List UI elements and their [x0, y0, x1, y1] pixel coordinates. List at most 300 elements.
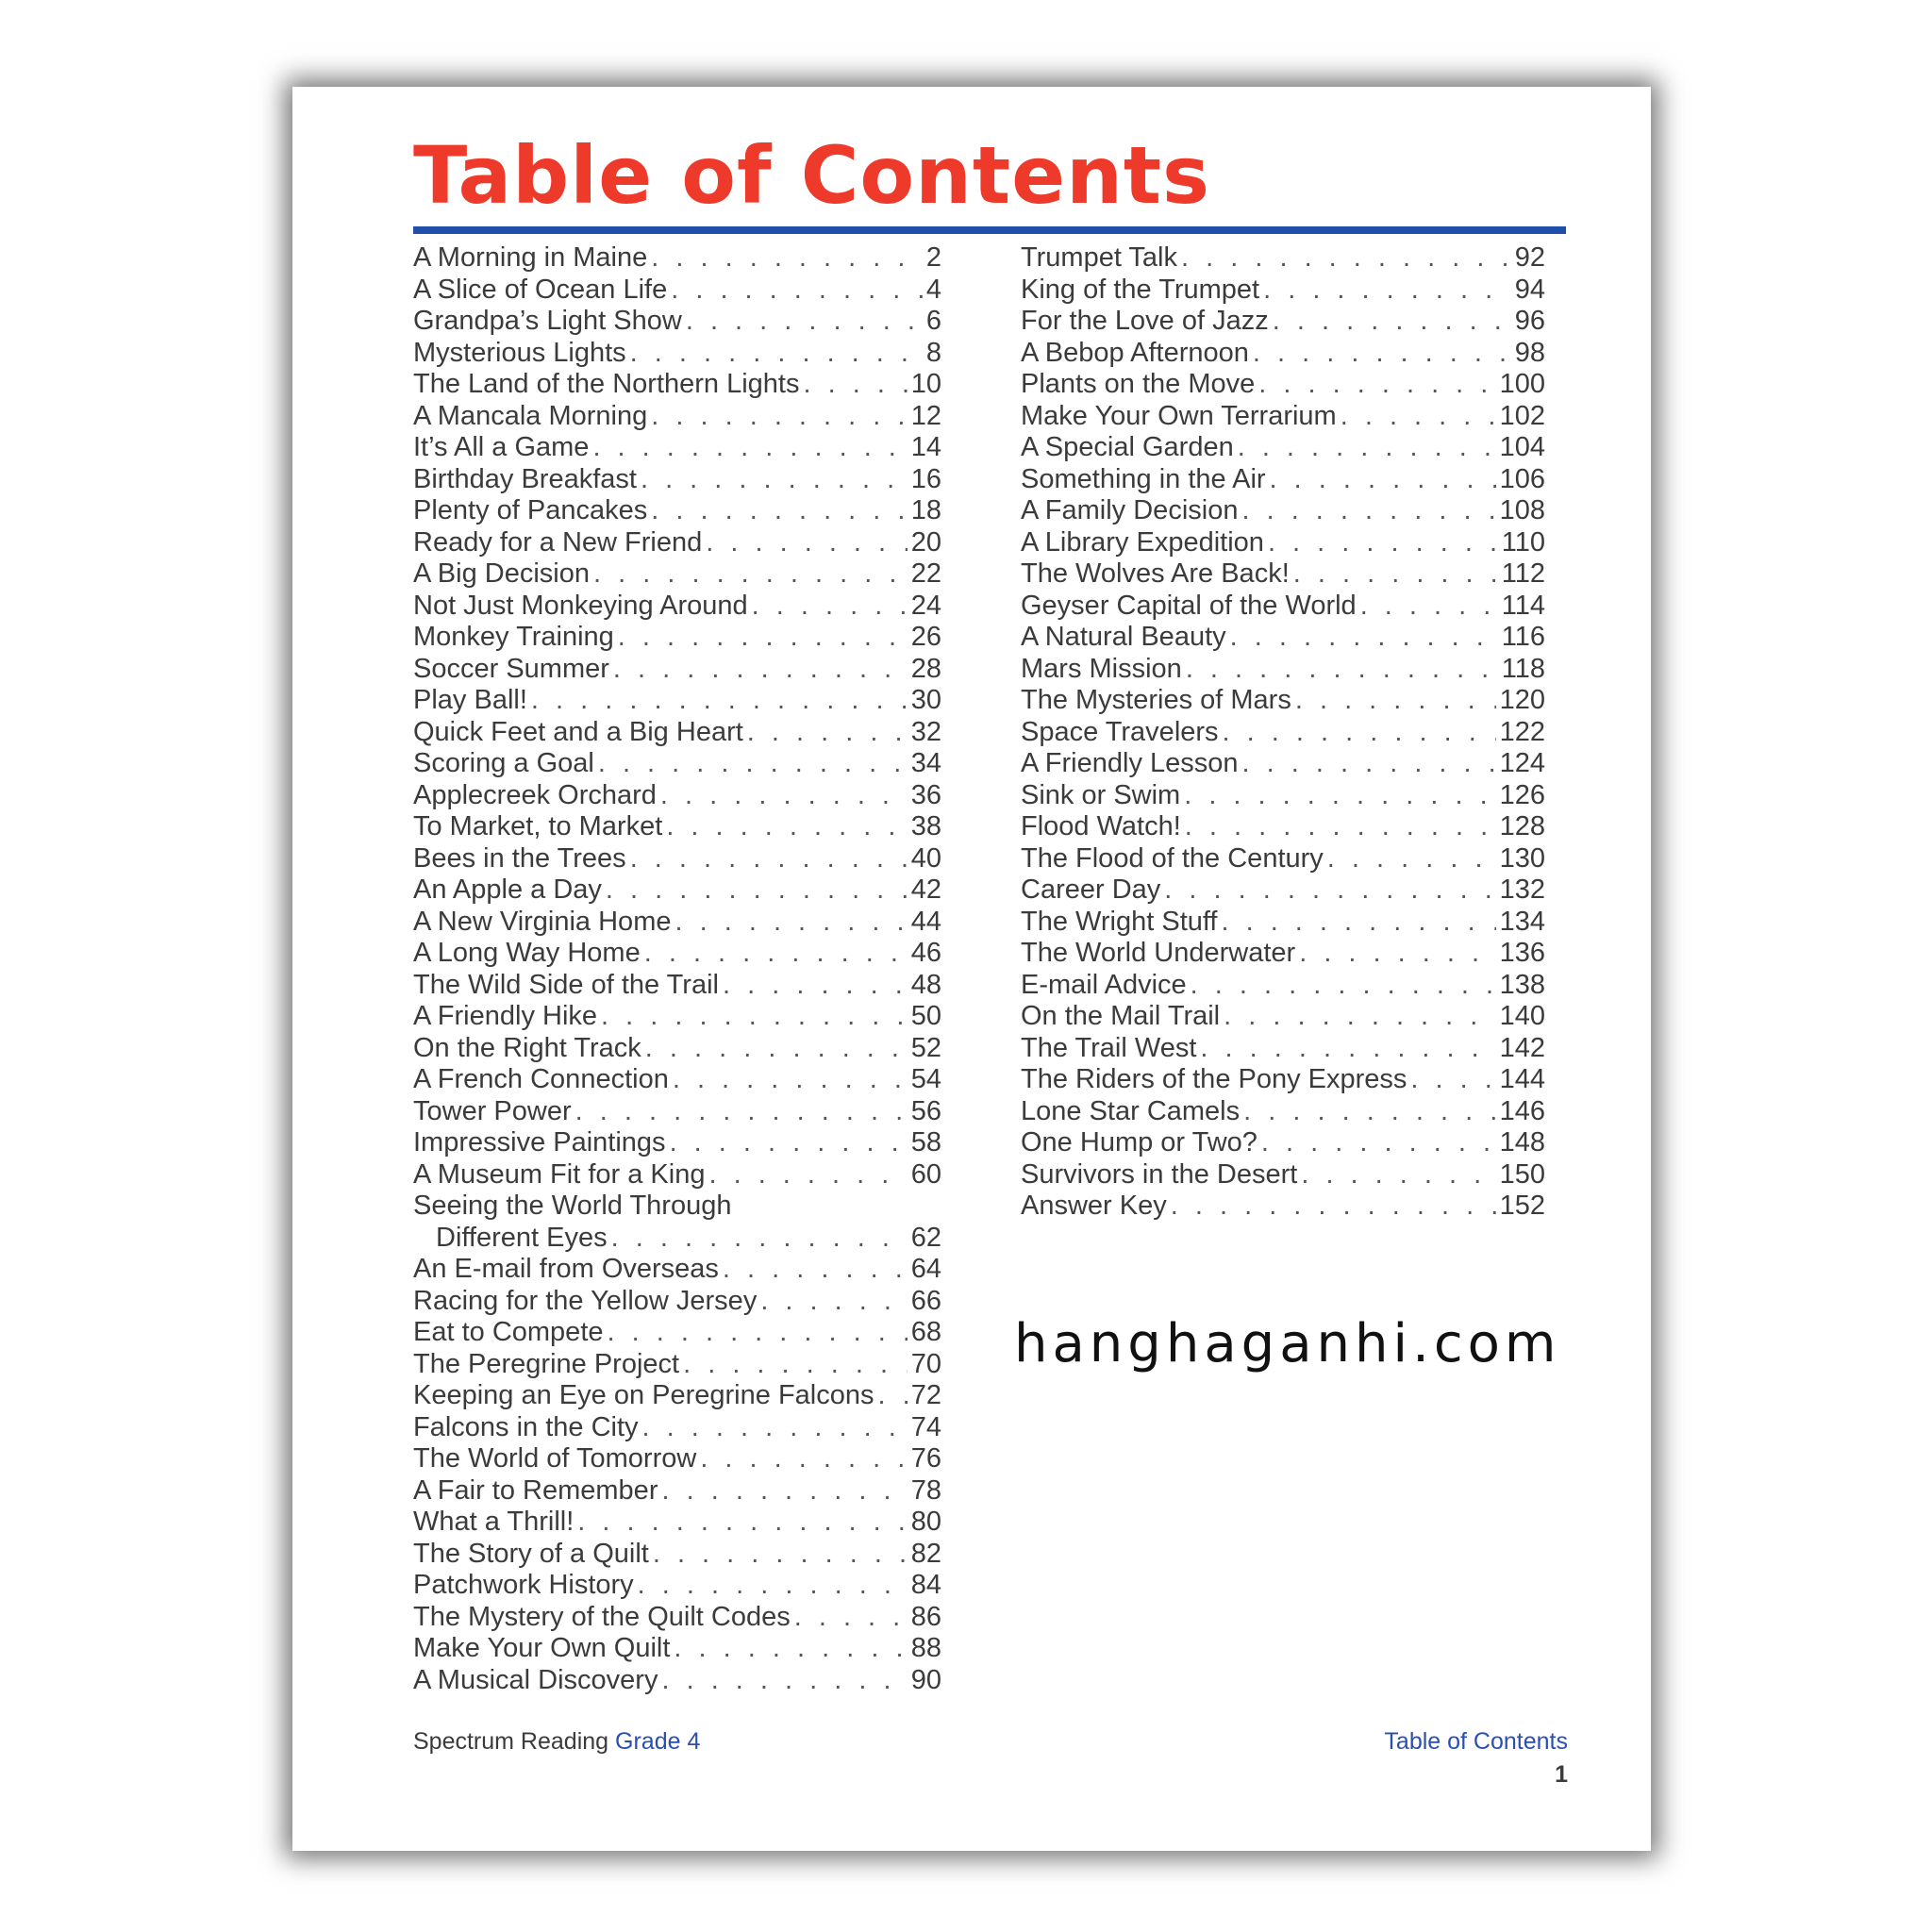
toc-entry-page: 128	[1499, 811, 1545, 841]
toc-entry[interactable]	[1021, 464, 1545, 496]
toc-entry-title: A Special Garden	[1021, 432, 1234, 462]
toc-entry-page: 136	[1499, 938, 1545, 968]
toc-entry-title: Something in the Air	[1021, 463, 1266, 494]
toc-entry-title: King of the Trumpet	[1021, 274, 1260, 305]
toc-entry-page: 150	[1499, 1158, 1545, 1190]
dot-leader	[674, 1633, 907, 1664]
dot-leader	[593, 558, 908, 590]
toc-entry-page: 112	[1501, 558, 1545, 589]
dot-leader	[642, 1412, 908, 1443]
toc-entry[interactable]	[413, 242, 941, 275]
toc-entry-page: 120	[1499, 685, 1545, 715]
toc-entry-title: A Family Decision	[1021, 495, 1239, 525]
dot-leader	[1164, 874, 1495, 906]
toc-entry[interactable]	[413, 306, 941, 338]
toc-entry[interactable]	[413, 1349, 941, 1381]
toc-entry-title: Make Your Own Quilt	[413, 1633, 671, 1663]
toc-entry-title: Mars Mission	[1021, 653, 1182, 684]
toc-entry-title: A Friendly Lesson	[1021, 748, 1239, 778]
toc-column-right	[1021, 242, 1545, 1223]
toc-entry-page: 122	[1499, 716, 1545, 747]
toc-entry-page: 22	[910, 558, 941, 589]
toc-entry[interactable]	[413, 1412, 941, 1444]
toc-entry-title: It’s All a Game	[413, 432, 590, 462]
toc-entry-title: Ready for a New Friend	[413, 526, 703, 558]
toc-entry[interactable]	[1021, 495, 1545, 527]
toc-entry[interactable]	[413, 780, 941, 812]
toc-entry[interactable]	[413, 591, 941, 623]
toc-entry-title: The Riders of the Pony Express	[1021, 1064, 1407, 1094]
toc-entry-title: Play Ball!	[413, 685, 527, 715]
dot-leader	[651, 401, 907, 432]
dot-leader	[1253, 338, 1511, 369]
toc-entry[interactable]	[1021, 306, 1545, 338]
toc-entry[interactable]	[1021, 874, 1545, 907]
toc-entry[interactable]	[1021, 1096, 1545, 1128]
toc-entry[interactable]	[413, 654, 941, 686]
dot-leader	[708, 1159, 907, 1191]
dot-leader	[675, 907, 907, 938]
toc-entry-page: 24	[910, 590, 941, 621]
toc-entry[interactable]	[413, 1475, 941, 1507]
toc-entry-title: A Slice of Ocean Life	[413, 274, 668, 305]
toc-entry[interactable]	[413, 748, 941, 780]
toc-entry[interactable]	[413, 1223, 941, 1255]
dot-leader	[747, 717, 908, 748]
toc-entry-page: 100	[1499, 369, 1545, 399]
dot-leader	[601, 1001, 908, 1032]
toc-entry-page: 20	[910, 526, 941, 558]
toc-entry[interactable]	[413, 1159, 941, 1191]
toc-entry-title: Soccer Summer	[413, 653, 609, 684]
dot-leader	[660, 780, 908, 811]
toc-entry-title: Monkey Training	[413, 622, 614, 652]
toc-entry[interactable]	[413, 1033, 941, 1065]
toc-entry-title: Seeing the World Through	[413, 1191, 732, 1221]
toc-entry[interactable]	[1021, 717, 1545, 749]
dot-leader	[683, 1349, 908, 1380]
toc-entry[interactable]	[1021, 811, 1545, 843]
toc-entry-page: 98	[1514, 337, 1545, 368]
toc-entry-page: 138	[1499, 969, 1545, 1000]
toc-entry[interactable]	[1021, 748, 1545, 780]
toc-entry[interactable]	[413, 1602, 941, 1634]
toc-entry[interactable]	[413, 938, 941, 970]
toc-entry[interactable]	[1021, 275, 1545, 307]
dot-leader	[723, 970, 908, 1001]
dot-leader	[1258, 369, 1495, 400]
toc-entry-title: A Big Decision	[413, 558, 590, 589]
dot-leader	[1230, 622, 1498, 653]
dot-leader	[686, 306, 923, 337]
toc-entry-title: A French Connection	[413, 1064, 669, 1094]
toc-entry[interactable]	[413, 1633, 941, 1665]
toc-entry-page: 142	[1499, 1032, 1545, 1063]
toc-entry[interactable]	[413, 1507, 941, 1539]
toc-entry-page: 16	[910, 463, 941, 494]
toc-entry-page: 44	[910, 906, 941, 937]
toc-entry[interactable]	[1021, 558, 1545, 591]
toc-entry-page: 134	[1499, 906, 1545, 937]
dot-leader	[1341, 401, 1496, 432]
dot-leader	[1293, 558, 1498, 590]
toc-entry-title: The Peregrine Project	[413, 1348, 680, 1379]
toc-entry-title: Not Just Monkeying Around	[413, 590, 748, 621]
toc-entry[interactable]	[413, 1001, 941, 1033]
dot-leader	[1191, 970, 1496, 1001]
dot-leader	[1223, 717, 1496, 748]
toc-entry[interactable]	[1021, 654, 1545, 686]
toc-entry-title: Make Your Own Terrarium	[1021, 400, 1337, 431]
dot-leader	[575, 1096, 908, 1127]
toc-entry[interactable]	[413, 558, 941, 591]
dot-leader	[673, 1064, 908, 1095]
toc-entry[interactable]	[413, 1380, 941, 1412]
toc-entry-title: The Wild Side of the Trail	[413, 969, 719, 1000]
toc-entry-page: 114	[1501, 590, 1545, 621]
toc-entry[interactable]	[1021, 938, 1545, 970]
toc-entry-title: A Museum Fit for a King	[413, 1158, 706, 1190]
toc-entry-title: A Long Way Home	[413, 938, 641, 968]
dot-leader	[644, 938, 908, 969]
toc-entry-title: Applecreek Orchard	[413, 779, 657, 810]
dot-leader	[1242, 748, 1496, 779]
toc-entry-page: 132	[1499, 874, 1545, 905]
toc-entry-page: 82	[910, 1538, 941, 1569]
toc-entry-title: The World of Tomorrow	[413, 1443, 697, 1474]
toc-entry[interactable]	[1021, 369, 1545, 401]
dot-leader	[1184, 780, 1495, 811]
toc-entry-title: Tower Power	[413, 1095, 572, 1126]
dot-leader	[760, 1286, 907, 1317]
dot-leader	[1268, 527, 1498, 558]
toc-entry-page: 72	[910, 1380, 941, 1410]
title-underline	[413, 226, 1566, 234]
toc-entry[interactable]	[413, 907, 941, 939]
dot-leader	[651, 495, 907, 526]
toc-entry-page: 2	[925, 242, 941, 273]
toc-entry-page: 86	[910, 1601, 941, 1632]
dot-leader	[1224, 1001, 1495, 1032]
toc-entry[interactable]	[413, 275, 941, 307]
toc-entry-page: 148	[1499, 1127, 1545, 1158]
toc-entry[interactable]	[1021, 401, 1545, 433]
toc-entry-page: 4	[925, 274, 941, 305]
toc-entry-page: 102	[1499, 400, 1545, 431]
toc-entry-title: Sink or Swim	[1021, 779, 1181, 810]
toc-entry-page: 34	[910, 748, 941, 778]
toc-entry-page: 80	[910, 1507, 941, 1537]
toc-entry-page: 108	[1499, 495, 1545, 525]
toc-column-left	[413, 242, 941, 1696]
toc-entry-title: The Wolves Are Back!	[1021, 558, 1290, 589]
toc-entry-title: An E-mail from Overseas	[413, 1254, 719, 1284]
toc-entry[interactable]	[1021, 1159, 1545, 1191]
toc-entry-title: Impressive Paintings	[413, 1127, 666, 1158]
toc-entry-page: 38	[910, 811, 941, 841]
toc-entry-page: 66	[910, 1285, 941, 1316]
toc-entry-page: 64	[910, 1254, 941, 1284]
toc-entry-page: 74	[910, 1411, 941, 1442]
toc-entry-title: Lone Star Camels	[1021, 1095, 1241, 1126]
toc-entry-title: Falcons in the City	[413, 1411, 639, 1442]
toc-entry-title: Quick Feet and a Big Heart	[413, 716, 743, 747]
toc-entry-page: 140	[1499, 1001, 1545, 1031]
toc-entry-title: What a Thrill!	[413, 1507, 575, 1537]
document-page	[292, 87, 1651, 1851]
toc-entry-title: A Fair to Remember	[413, 1474, 658, 1506]
dot-leader	[1185, 811, 1496, 842]
toc-entry[interactable]	[1021, 1033, 1545, 1065]
dot-leader	[794, 1602, 908, 1633]
toc-entry-title: The Wright Stuff	[1021, 906, 1218, 937]
toc-entry[interactable]	[1021, 843, 1545, 875]
toc-entry-title: Survivors in the Desert	[1021, 1158, 1298, 1190]
dot-leader	[803, 369, 907, 400]
dot-leader	[671, 275, 923, 306]
toc-entry-title: Eat to Compete	[413, 1317, 604, 1347]
toc-entry[interactable]	[413, 369, 941, 401]
toc-entry[interactable]	[413, 1096, 941, 1128]
toc-entry[interactable]	[1021, 242, 1545, 275]
dot-leader	[1327, 843, 1496, 874]
toc-entry-page: 70	[910, 1348, 941, 1379]
toc-entry[interactable]	[413, 338, 941, 370]
toc-entry-page: 60	[910, 1158, 941, 1190]
dot-leader	[1410, 1064, 1495, 1095]
toc-entry-title: Plenty of Pancakes	[413, 495, 648, 525]
toc-entry-page: 54	[910, 1064, 941, 1094]
toc-entry[interactable]	[1021, 1001, 1545, 1033]
toc-entry-title: Scoring a Goal	[413, 748, 594, 778]
toc-entry-page: 152	[1499, 1191, 1545, 1221]
toc-entry[interactable]	[413, 1127, 941, 1159]
toc-entry-page: 40	[910, 842, 941, 874]
toc-entry-page: 28	[910, 653, 941, 684]
dot-leader	[606, 874, 908, 906]
page-title: Table of Contents	[413, 129, 1211, 222]
toc-entry-page: 14	[910, 432, 941, 462]
toc-entry[interactable]	[1021, 780, 1545, 812]
toc-entry-page: 116	[1501, 622, 1545, 652]
toc-entry[interactable]	[413, 1191, 941, 1223]
dot-leader	[653, 1539, 908, 1570]
toc-entry[interactable]	[413, 1665, 941, 1697]
toc-entry[interactable]	[413, 970, 941, 1002]
dot-leader	[613, 654, 908, 685]
toc-entry[interactable]	[413, 717, 941, 749]
toc-entry-title: Racing for the Yellow Jersey	[413, 1285, 758, 1316]
toc-entry-title: The Trail West	[1021, 1032, 1197, 1063]
dot-leader	[723, 1254, 908, 1285]
toc-entry[interactable]	[413, 1064, 941, 1096]
dot-leader	[1261, 1127, 1496, 1158]
dot-leader	[1186, 654, 1498, 685]
toc-entry-page: 62	[910, 1222, 941, 1253]
toc-entry-page: 32	[910, 716, 941, 747]
dot-leader	[1270, 464, 1496, 495]
toc-entry-page: 50	[910, 1001, 941, 1031]
dot-leader	[598, 748, 908, 779]
toc-entry-page: 124	[1499, 748, 1545, 778]
toc-entry-title: A Morning in Maine	[413, 242, 648, 273]
toc-entry-title: A Bebop Afternoon	[1021, 337, 1249, 368]
toc-entry-title: The Flood of the Century	[1021, 842, 1324, 874]
toc-entry[interactable]	[413, 527, 941, 559]
dot-leader	[1221, 907, 1495, 938]
toc-entry-title: A Musical Discovery	[413, 1664, 658, 1695]
toc-entry-title: Different Eyes	[436, 1222, 608, 1253]
dot-leader	[651, 242, 923, 274]
toc-entry[interactable]	[1021, 622, 1545, 654]
toc-entry-page: 26	[910, 622, 941, 652]
toc-entry-page: 146	[1499, 1095, 1545, 1126]
toc-entry-page: 6	[925, 306, 941, 336]
footer-section: Table of Contents	[1384, 1728, 1568, 1755]
dot-leader	[1238, 432, 1496, 463]
dot-leader	[592, 432, 907, 463]
toc-entry[interactable]	[413, 1254, 941, 1286]
toc-entry-page: 58	[910, 1127, 941, 1158]
toc-entry[interactable]	[413, 874, 941, 907]
toc-entry-page: 52	[910, 1032, 941, 1063]
toc-entry-page: 30	[910, 685, 941, 715]
toc-entry-page: 126	[1499, 779, 1545, 810]
toc-entry-title: Birthday Breakfast	[413, 463, 637, 494]
toc-entry-page: 118	[1501, 653, 1545, 684]
dot-leader	[1171, 1191, 1496, 1222]
dot-leader	[661, 1665, 907, 1696]
toc-entry[interactable]	[1021, 527, 1545, 559]
toc-entry[interactable]	[413, 811, 941, 843]
toc-entry-title: A Mancala Morning	[413, 400, 648, 431]
footer-book-title	[413, 1728, 700, 1756]
toc-entry-title: Bees in the Trees	[413, 842, 626, 874]
dot-leader	[706, 527, 907, 558]
dot-leader	[618, 622, 908, 653]
toc-entry-title: One Hump or Two?	[1021, 1127, 1257, 1158]
dot-leader	[752, 591, 908, 622]
dot-leader	[1263, 275, 1511, 306]
footer-series: Spectrum Reading	[413, 1728, 609, 1755]
dot-leader	[577, 1507, 907, 1538]
toc-entry-title: For the Love of Jazz	[1021, 306, 1269, 336]
toc-entry-title: A Library Expedition	[1021, 526, 1264, 558]
toc-entry-page: 10	[910, 369, 941, 399]
dot-leader	[638, 1570, 908, 1601]
toc-entry-page: 84	[910, 1570, 941, 1600]
toc-entry-page: 56	[910, 1095, 941, 1126]
toc-entry-title: A Natural Beauty	[1021, 622, 1226, 652]
toc-entry[interactable]	[413, 1317, 941, 1349]
toc-entry[interactable]	[1021, 1191, 1545, 1223]
toc-entry[interactable]	[1021, 1064, 1545, 1096]
toc-entry-title: On the Right Track	[413, 1032, 641, 1063]
toc-entry[interactable]	[413, 1286, 941, 1318]
toc-entry[interactable]	[413, 495, 941, 527]
toc-entry-page: 76	[910, 1443, 941, 1474]
toc-entry[interactable]	[413, 1539, 941, 1571]
toc-entry-title: The Story of a Quilt	[413, 1538, 649, 1569]
toc-entry-page: 144	[1499, 1064, 1545, 1094]
dot-leader	[645, 1033, 908, 1064]
toc-entry-title: Keeping an Eye on Peregrine Falcons	[413, 1380, 874, 1410]
footer-grade: Grade 4	[615, 1728, 701, 1755]
toc-entry[interactable]	[413, 1570, 941, 1602]
toc-entry-title: To Market, to Market	[413, 811, 663, 841]
dot-leader	[661, 1475, 907, 1507]
toc-entry-title: Plants on the Move	[1021, 369, 1256, 399]
toc-entry-page: 88	[910, 1633, 941, 1663]
toc-entry[interactable]	[413, 464, 941, 496]
toc-entry-page: 106	[1499, 463, 1545, 494]
toc-entry-page: 8	[925, 337, 941, 368]
dot-leader	[666, 811, 907, 842]
toc-entry-page: 36	[910, 779, 941, 810]
toc-entry[interactable]	[1021, 970, 1545, 1002]
toc-entry-page: 42	[910, 874, 941, 905]
toc-entry-title: Geyser Capital of the World	[1021, 590, 1357, 621]
toc-entry-title: Trumpet Talk	[1021, 242, 1177, 273]
toc-entry[interactable]	[1021, 1127, 1545, 1159]
dot-leader	[1295, 685, 1496, 716]
toc-entry[interactable]	[413, 401, 941, 433]
toc-entry-title: The Land of the Northern Lights	[413, 369, 800, 399]
toc-entry-page: 92	[1514, 242, 1545, 273]
toc-entry[interactable]	[413, 843, 941, 875]
watermark: hanghaganhi.com	[1014, 1313, 1561, 1374]
toc-entry-page: 78	[910, 1474, 941, 1506]
dot-leader	[641, 464, 908, 495]
toc-entry[interactable]	[413, 432, 941, 464]
toc-entry[interactable]	[413, 1443, 941, 1475]
toc-entry-title: Mysterious Lights	[413, 337, 626, 368]
toc-entry[interactable]	[1021, 338, 1545, 370]
toc-entry-page: 12	[910, 400, 941, 431]
dot-leader	[1360, 591, 1498, 622]
dot-leader	[1243, 1096, 1495, 1127]
dot-leader	[1200, 1033, 1495, 1064]
toc-entry-title: Answer Key	[1021, 1191, 1167, 1221]
page-number: 1	[1555, 1761, 1568, 1788]
toc-entry-title: Patchwork History	[413, 1570, 634, 1600]
dot-leader	[1241, 495, 1495, 526]
dot-leader	[1301, 1159, 1495, 1191]
toc-entry[interactable]	[1021, 432, 1545, 464]
dot-leader	[700, 1443, 907, 1474]
dot-leader	[670, 1127, 908, 1158]
toc-entry-title: On the Mail Trail	[1021, 1001, 1221, 1031]
dot-leader	[1299, 938, 1495, 969]
dot-leader	[630, 843, 908, 874]
toc-entry[interactable]	[1021, 907, 1545, 939]
toc-entry[interactable]	[413, 622, 941, 654]
toc-entry-title: The Mysteries of Mars	[1021, 685, 1291, 715]
toc-entry-page: 18	[910, 495, 941, 525]
toc-entry-page: 110	[1501, 526, 1545, 558]
toc-entry-title: Grandpa’s Light Show	[413, 306, 682, 336]
toc-entry[interactable]	[1021, 685, 1545, 717]
toc-entry-page: 48	[910, 969, 941, 1000]
toc-entry[interactable]	[413, 685, 941, 717]
dot-leader	[531, 685, 908, 716]
toc-entry[interactable]	[1021, 591, 1545, 623]
toc-entry-title: Flood Watch!	[1021, 811, 1181, 841]
toc-entry-title: Space Travelers	[1021, 716, 1219, 747]
toc-entry-title: A Friendly Hike	[413, 1001, 598, 1031]
toc-entry-title: The World Underwater	[1021, 938, 1296, 968]
toc-entry-title: A New Virginia Home	[413, 906, 672, 937]
